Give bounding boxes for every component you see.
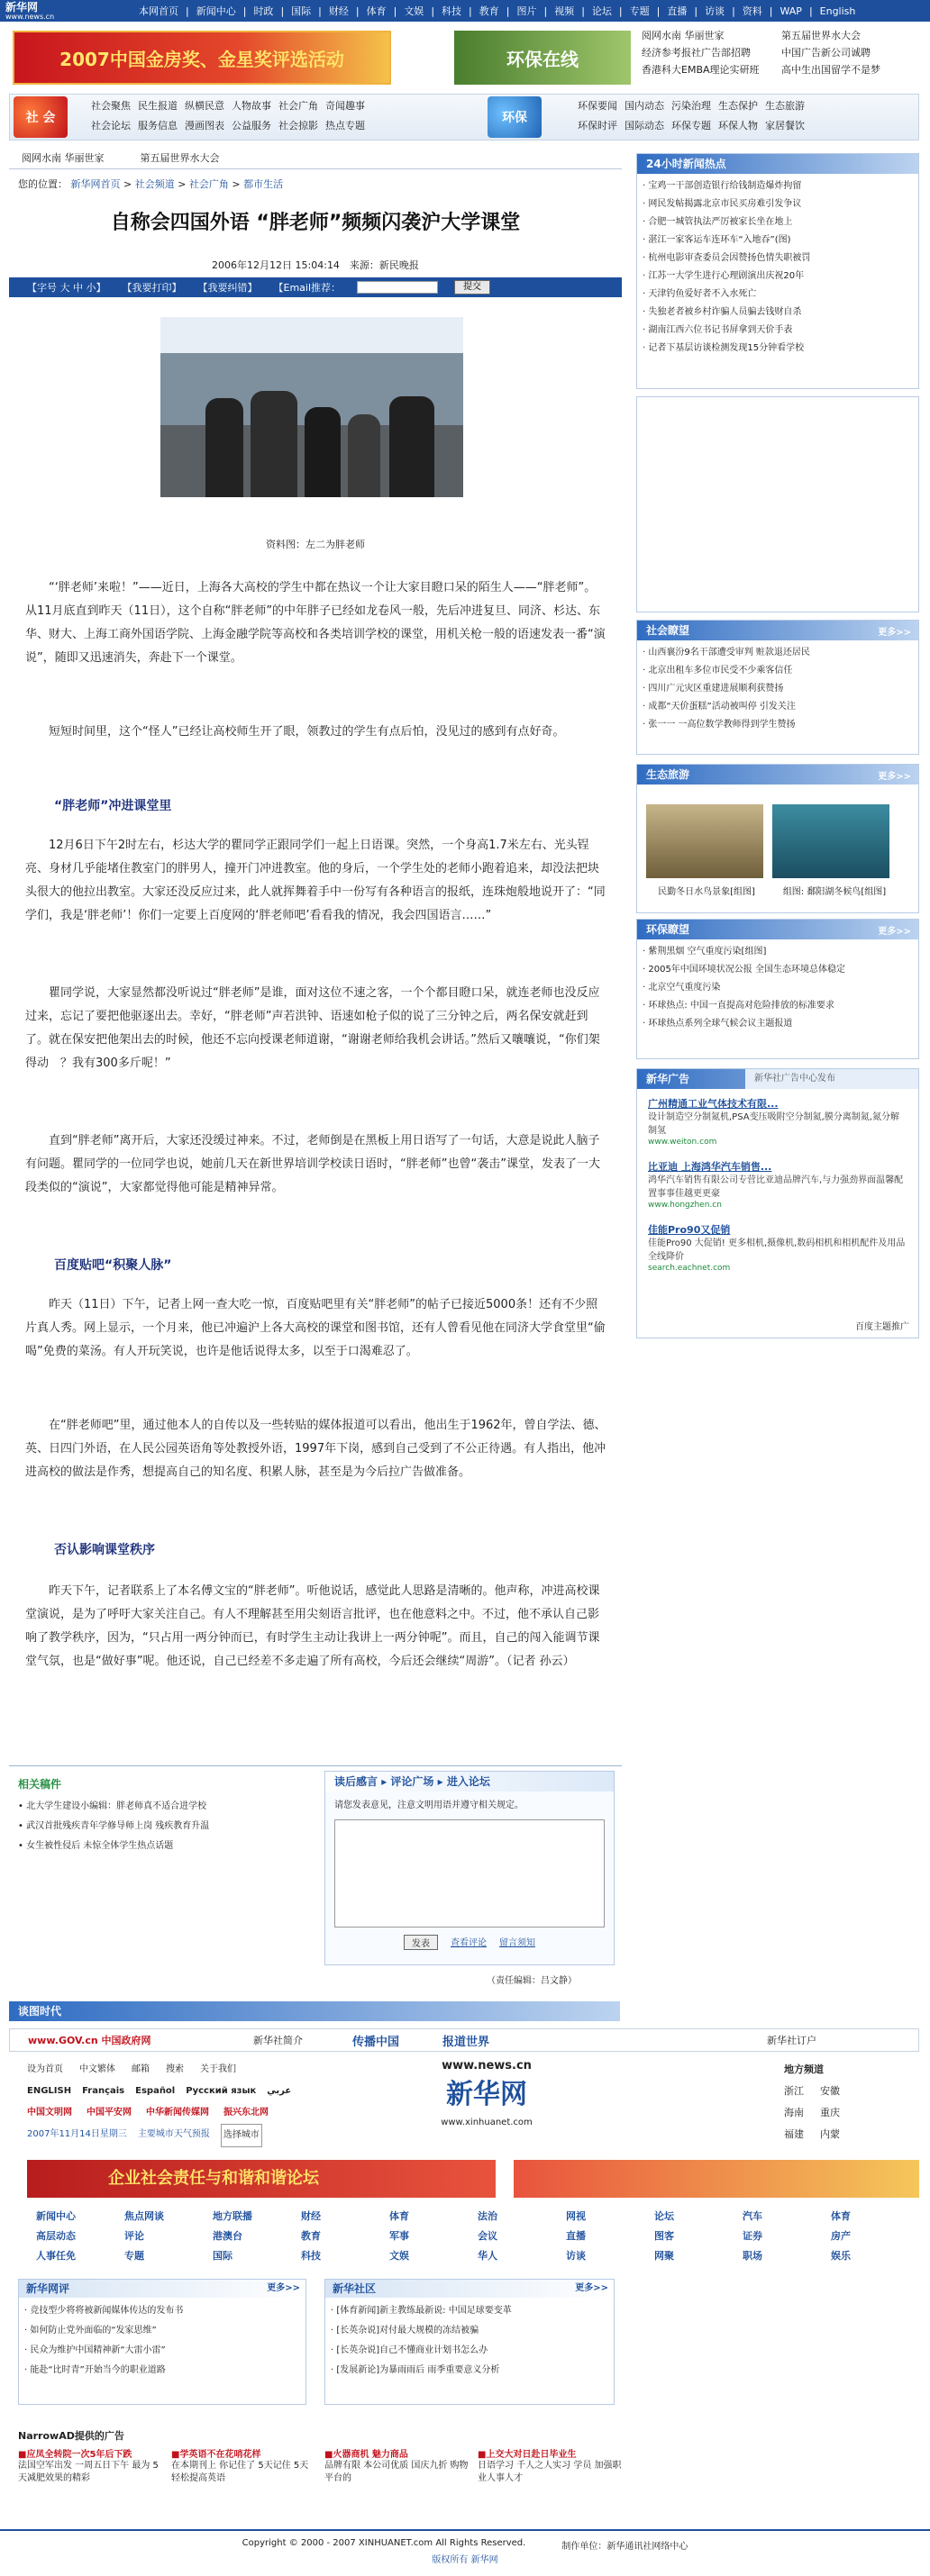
more-link[interactable]: 更多>>	[267, 2283, 300, 2293]
channel-link[interactable]: 环保专题	[671, 120, 711, 132]
box-title: 社会瞭望	[637, 621, 918, 640]
narrow-ad-head[interactable]: ■应凤全转院一次5年后下跌	[18, 2450, 132, 2460]
nav-link[interactable]: 图片	[516, 5, 537, 17]
page-title: 自称会四国外语 “胖老师”频频闪袭沪大学课堂	[110, 212, 521, 234]
channel-link[interactable]: 环保人物	[718, 120, 758, 132]
comment-box	[324, 1771, 615, 1965]
channel-grid-link[interactable]: 汽车	[743, 2210, 762, 2222]
partner-link[interactable]: 中华新闻传媒网	[146, 2108, 209, 2118]
narrow-ad-head[interactable]: ■上交大对日赴日毕业生	[478, 2450, 577, 2460]
community-item[interactable]: · [长英杂说]对付最大规模的冻结被骗	[331, 2321, 608, 2341]
channel-link[interactable]: 社会论坛	[91, 120, 131, 132]
language-link[interactable]: Français	[82, 2086, 125, 2096]
channel-link[interactable]: 环保要闻	[578, 100, 617, 112]
news-cn-sub: www.xinhuanet.com	[441, 2118, 533, 2127]
photo-caption: 资料图：左二为胖老师	[266, 539, 365, 550]
promo-link[interactable]: 第五届世界水大会	[140, 151, 220, 164]
top-ad-links	[642, 27, 921, 78]
site-links	[27, 2059, 388, 2147]
related-title: 相关稿件	[18, 1778, 62, 1791]
narrow-ad-body: 日语学习 千人之人实习 学员 加强职业人事人才	[478, 2461, 622, 2483]
hot-news-item[interactable]: · 湖南江西六位书记书屏拿到天价手表	[643, 322, 913, 340]
article-photo	[160, 317, 463, 497]
local-link[interactable]: 福建	[784, 2128, 804, 2140]
photo-caption[interactable]: 组图: 鄱阳湖冬候鸟[组图]	[782, 887, 887, 897]
footer-divider	[0, 2529, 930, 2531]
eco-news-item[interactable]: · 2005年中国环境状况公报 全国生态环境总体稳定	[643, 961, 913, 979]
eco-travel-box	[636, 764, 919, 913]
nav-link[interactable]: 文娱	[404, 5, 424, 17]
channel-grid-link[interactable]: 人事任免	[36, 2250, 76, 2262]
narrow-ad-body: 法国空军出发 一周五日下午 最为 5天减肥效果的精彩	[18, 2461, 159, 2483]
eco-news-item[interactable]: · 环球热点: 中国一直提高对危险排放的标准要求	[643, 997, 913, 1015]
channel-link[interactable]: 服务信息	[138, 120, 178, 132]
eco-news-item[interactable]: · 环球热点系列全球气候会议主题报道	[643, 1015, 913, 1033]
local-link[interactable]: 安徽	[820, 2085, 840, 2097]
narrow-ad-item[interactable]	[324, 2446, 469, 2485]
person-figure	[348, 414, 380, 497]
social-talk-box	[636, 620, 919, 755]
section-heading: 百度贴吧“积聚人脉”	[54, 1258, 172, 1273]
nav-separator: |	[808, 5, 813, 17]
hot-news-item[interactable]: · 湛江一家客运车连环车“入地吞”(图)	[643, 231, 913, 249]
channel-grid-link[interactable]: 科技	[301, 2250, 321, 2262]
narrow-ad-body: 品牌有限 本公司优质 国庆九折 购物平台的	[324, 2461, 469, 2483]
hot-news-item[interactable]: · 记者下基层访谈检测发现15分钟看学校	[643, 340, 913, 358]
paragraph: 12月6日下午2时左右，杉达大学的瞿同学正跟同学们一起上日语课。突然，一个身高1.7米左右、光头锃亮、身材几乎能堵住教室门的胖男人，撞开门冲进教室。他的身后，一个学生处的老师小跑着追来，却没法把块头很大的他拉出教室。大家还没反应过来，此人就挥舞着手中一份写有各种语言的报纸，连珠炮般地说开了：“同学们，我是‘胖老师’！你们一定要上百度网的‘胖老师吧’看看我的情况，我会四国语言……”	[25, 839, 606, 922]
divider	[9, 1765, 622, 1766]
narrow-ad-row	[18, 2446, 622, 2485]
promo-link[interactable]: 阅网水南 华丽世家	[22, 151, 105, 164]
local-link[interactable]: 浙江	[784, 2085, 804, 2097]
nav-separator: |	[186, 5, 189, 17]
ad-body: 佳能Pro90 大促销! 更多相机,摄像机,数码相机和相机配件及用品全线降价	[648, 1238, 906, 1262]
eco-online-banner[interactable]	[454, 31, 631, 85]
view-comments-link[interactable]: 查看评论	[451, 1938, 487, 1948]
blank-ad-box	[636, 396, 919, 612]
ad-headline[interactable]: 比亚迪 上海鸿华汽车销售...	[648, 1161, 772, 1173]
channel-link[interactable]: 污染治理	[671, 100, 711, 112]
ad-body: 鸿华汽车销售有限公司专营比亚迪品牌汽车,与力强劲界面温馨配置事事佳越更更豪	[648, 1175, 904, 1199]
utility-link[interactable]: 中文繁体	[79, 2064, 115, 2074]
nav-separator: |	[318, 5, 322, 17]
nav-separator: |	[732, 5, 735, 17]
language-link[interactable]: Русский язык	[186, 2086, 257, 2096]
nav-separator: |	[506, 5, 510, 17]
social-news-item[interactable]: · 北京出租车多位市民受不少乘客信任	[643, 662, 913, 680]
nav-link[interactable]: 体育	[366, 5, 387, 17]
box-title: 生态旅游	[637, 765, 918, 785]
paragraph: 昨天下午，记者联系上了本名傅文宝的“胖老师”。听他说话，感觉此人思路是清晰的。他声称，冲进高校课堂演说，是为了呼吁大家关注自己。有人不理解甚至用尖刻语言批评，也在他意料之中。不过，他不承认自己影响了教学秩序，因为，“只占用一两分钟而已，有时学生主动让我讲上一两分钟呢”。而且，自己的闯入能调节课堂气氛，也是“做好事”呢。他还说，自己已经差不多走遍了所有高校，今后还会继续“周游”。（记者 孙云）	[25, 1584, 600, 1668]
paragraph: 直到“胖老师”离开后，大家还没缓过神来。不过，老师倒是在黑板上用日语写了一句话，大意是说此人脑子有问题。瞿同学的一位同学也说，她前几天在新世界培训学校读日语时，“胖老师”也曾“袭击”课堂，发表了一大段类似的“演说”，大家都觉得他可能是精神异常。	[25, 1134, 600, 1194]
hot-news-box	[636, 153, 919, 389]
channel-link[interactable]: 热点专题	[325, 120, 365, 132]
production-unit: 制作单位：新华通讯社网络中心	[561, 2542, 688, 2552]
nav-separator: |	[656, 5, 661, 17]
narrow-ad-item[interactable]	[478, 2446, 622, 2485]
ad-item[interactable]	[648, 1096, 907, 1147]
nav-separator: |	[769, 5, 773, 17]
partner-link[interactable]: 中国文明网	[27, 2108, 72, 2118]
nav-link[interactable]: 论坛	[591, 5, 612, 17]
partner-link[interactable]: 振兴东北网	[223, 2108, 269, 2118]
channel-link[interactable]: 生态旅游	[765, 100, 805, 112]
ad-url[interactable]: www.hongzhen.cn	[648, 1201, 722, 1210]
comment-hint: 请您发表意见，注意文明用语并遵守相关规定。	[334, 1800, 524, 1810]
ad-url[interactable]: www.weiton.com	[648, 1138, 717, 1147]
current-date: 2007年11月14日星期三	[27, 2129, 127, 2139]
comment-tab[interactable]: 评论广场	[390, 1775, 434, 1788]
breadcrumb-city[interactable]: 都市生活	[243, 178, 284, 190]
nav-link[interactable]: 本网首页	[139, 5, 178, 17]
related-item[interactable]: • 北大学生建设小编辑：胖老师真不适合进学校	[18, 1801, 207, 1811]
nav-separator: |	[694, 5, 698, 17]
ad-item[interactable]	[648, 1159, 907, 1210]
box-title: 环保瞭望	[637, 920, 918, 939]
channel-link[interactable]: 家居餐饮	[765, 120, 805, 132]
channel-grid-row	[36, 2227, 919, 2246]
channel-grid-row	[36, 2246, 919, 2266]
channel-link[interactable]: 环保时评	[578, 120, 617, 132]
news-cn-logo[interactable]	[397, 2059, 577, 2145]
related-item[interactable]: • 女生被性侵后 未惊全体学生热点话题	[18, 1841, 174, 1851]
nav-link[interactable]: 新闻中心	[196, 5, 236, 17]
breadcrumb-home[interactable]: 新华网首页	[70, 178, 121, 190]
eco-photo[interactable]	[646, 804, 763, 878]
breadcrumb: 您的位置： 新华网首页 > 社会频道 > 社会广角 > 都市生活	[18, 178, 284, 190]
hot-news-item[interactable]: · 合肥一城管执法严厉被家长坐在地上	[643, 213, 913, 231]
channel-link[interactable]: 公益服务	[232, 120, 271, 132]
gov-link[interactable]: www.GOV.cn 中国政府网	[28, 2035, 151, 2046]
nav-separator: |	[280, 5, 285, 17]
ad-body: 设计制造空分制氮机,PSA变压吸附空分制氮,膜分离制氮,氮分解制氢	[648, 1112, 899, 1136]
channel-grid-link[interactable]: 高层动态	[36, 2230, 76, 2242]
subscriber-link[interactable]: 新华社订户	[767, 2035, 816, 2046]
site-name: 新华网	[5, 1, 39, 14]
channel-grid-link[interactable]: 访谈	[566, 2250, 586, 2262]
social-news-item[interactable]: · 张一一 一高位数学教师得到学生赞扬	[643, 716, 913, 734]
language-link[interactable]: ENGLISH	[27, 2086, 72, 2096]
channel-logo-text: 环保	[502, 111, 527, 125]
utility-link[interactable]: 搜索	[166, 2064, 184, 2074]
utility-link[interactable]: 关于我们	[200, 2064, 236, 2074]
channel-grid-link[interactable]: 网聚	[654, 2250, 674, 2262]
environment-links	[578, 96, 812, 136]
nav-link[interactable]: 国际	[291, 5, 312, 17]
community-item[interactable]: · [发展新论]为暴雨雨后 雨季重要意义分析	[331, 2361, 608, 2381]
box-title: 新华网评	[26, 2282, 70, 2295]
nav-link[interactable]: WAP	[780, 5, 802, 17]
forum-banner-text: 企业社会责任与和谐和谐论坛	[108, 2169, 319, 2188]
article-meta: 2006年12月12日 15:04:14 来源：新民晚报	[212, 259, 419, 271]
channel-grid-row	[36, 2207, 919, 2227]
comment-tab[interactable]: 进入论坛	[446, 1775, 490, 1788]
person-figure	[305, 407, 341, 497]
hot-news-item[interactable]: · 网民发帖揭露北京市民买房难引发争议	[643, 195, 913, 213]
channel-grid-link[interactable]: 法治	[478, 2210, 497, 2222]
nav-separator: |	[355, 5, 360, 17]
channel-link[interactable]: 奇闻趣事	[325, 100, 365, 112]
channel-grid-link[interactable]: 焦点网谈	[124, 2210, 164, 2222]
channel-logo-text: 社 会	[25, 111, 56, 125]
narrow-ad-body: 在本期刊上 你记住了 5天记住 5天轻松提高英语	[171, 2461, 309, 2483]
channel-grid-link[interactable]: 华人	[478, 2250, 497, 2262]
more-link[interactable]: 更多>>	[575, 2283, 608, 2293]
font-size-control[interactable]: 【字号 大 中 小】	[27, 282, 106, 294]
paragraph: 短短时间里，这个“怪人”已经让高校师生开了眼，领教过的学生有点后怕，没见过的感到有点好奇。	[49, 725, 565, 739]
social-news-item[interactable]: · 成都“天价蛋糕”活动被叫停 引发关注	[643, 698, 913, 716]
nav-link[interactable]: 时政	[253, 5, 274, 17]
box-title[interactable]: 新华广告	[646, 1073, 690, 1085]
ad-item[interactable]	[648, 1222, 907, 1273]
comment-textarea[interactable]	[334, 1819, 605, 1927]
channel-grid-link[interactable]: 财经	[301, 2210, 321, 2222]
ad-link[interactable]: 经济参考报社广告部招聘	[642, 47, 751, 59]
society-channel-logo[interactable]	[14, 96, 68, 138]
ad-url[interactable]: search.eachnet.com	[648, 1264, 731, 1273]
more-link[interactable]: 更多>>	[878, 628, 911, 638]
nav-separator: |	[431, 5, 435, 17]
more-link[interactable]: 更多>>	[878, 927, 911, 937]
news-cn-url: www.news.cn	[442, 2059, 532, 2073]
comment-tab[interactable]: 读后感言	[334, 1775, 378, 1788]
ad-headline[interactable]: 广州精通工业气体技术有限...	[648, 1098, 779, 1110]
local-link[interactable]: 内蒙	[820, 2128, 840, 2140]
xinhua-community-box	[324, 2279, 615, 2405]
channel-grid-link[interactable]: 图客	[654, 2230, 674, 2242]
partner-link[interactable]: 中国平安网	[87, 2108, 132, 2118]
hot-news-item[interactable]: · 失独老者被乡村诈骗人员骗去钱财自杀	[643, 304, 913, 322]
email-input[interactable]	[357, 281, 438, 294]
photo-caption[interactable]: 民勤冬日水鸟景象[组图]	[658, 887, 755, 897]
nav-separator: |	[581, 5, 585, 17]
news-cn-brand: 新华网	[446, 2079, 527, 2110]
tag-text: 报道世界	[442, 2035, 490, 2049]
golden-house-award-banner[interactable]	[13, 31, 391, 85]
nav-link[interactable]: 视频	[554, 5, 575, 17]
local-link[interactable]: 重庆	[820, 2107, 840, 2118]
print-button[interactable]: 【我要打印】	[122, 282, 182, 294]
gov-row	[9, 2028, 919, 2052]
local-channels	[784, 2059, 919, 2145]
hot-news-item[interactable]: · 杭州电影审查委员会因赞扬色情失职被罚	[643, 249, 913, 268]
review-item[interactable]: · 能赴“比时青”开始当今的职业道路	[24, 2361, 300, 2381]
channel-grid-link[interactable]: 新闻中心	[36, 2210, 76, 2222]
channel-link[interactable]: 国内动态	[625, 100, 664, 112]
channel-link[interactable]: 社会聚焦	[91, 100, 131, 112]
narrow-ad-title: NarrowAD提供的广告	[18, 2430, 124, 2442]
language-link[interactable]: عربي	[267, 2086, 292, 2096]
comment-submit-button[interactable]: 发表	[404, 1935, 438, 1950]
nav-separator: |	[469, 5, 472, 17]
channel-grid-link[interactable]: 军事	[389, 2230, 409, 2242]
channel-grid-link[interactable]: 评论	[124, 2230, 144, 2242]
weather-link[interactable]: 主要城市天气预报	[137, 2129, 210, 2139]
nav-link[interactable]: 专题	[629, 5, 650, 17]
local-title: 地方频道	[784, 2064, 824, 2075]
paragraph: 瞿同学说，大家显然都没听说过“胖老师”是谁，面对这位不速之客，一个个都目瞪口呆，就连老师也没反应过来，忘记了要把他驱逐出去。幸好，“胖老师”声若洪钟、语速如枪子似的说了三分钟之后，两名保安就赶到了。就在保安把他架出去的时候，他还不忘向授课老师道谢，“谢谢老师给我机会讲话。”然后又嚷嚷说，“你们架得动 ？我有300多斤呢！”	[25, 986, 600, 1070]
more-link[interactable]: 更多>>	[878, 772, 911, 782]
hot-news-item[interactable]: · 宝鸡一干部创造银行给钱制造爆炸拘留	[643, 177, 913, 195]
channel-grid-link[interactable]: 论坛	[654, 2210, 674, 2222]
banner-text: 2007中国金房奖、金星奖评选活动	[59, 48, 344, 70]
city-select[interactable]: 选择城市	[221, 2124, 262, 2147]
ads-tab[interactable]: 新华社广告中心发布	[745, 1069, 918, 1089]
channel-grid-link[interactable]: 证券	[743, 2230, 762, 2242]
channel-link[interactable]: 社会掠影	[278, 120, 318, 132]
utility-link[interactable]: 设为首页	[27, 2064, 63, 2074]
community-item[interactable]: · [长英杂说]自己不懂商业计划书怎么办	[331, 2341, 608, 2361]
left-top-links	[9, 146, 622, 169]
eco-photo[interactable]	[772, 804, 889, 878]
email-label: 【Email推荐：	[273, 282, 342, 294]
rights-text[interactable]: 版权所有 新华网	[432, 2555, 498, 2565]
report-error-button[interactable]: 【我要纠错】	[197, 282, 258, 294]
nav-link[interactable]: 教育	[479, 5, 499, 17]
tag-text: 传播中国	[352, 2035, 400, 2049]
comment-tabs: 读后感言 ▸ 评论广场 ▸ 进入论坛	[325, 1772, 614, 1791]
hot-news-item[interactable]: · 江苏一大学生进行心理剧演出庆祝20年	[643, 268, 913, 286]
xinhua-logo[interactable]	[5, 2, 87, 20]
hot-news-item[interactable]: · 天津钓鱼爱好者不入水死亡	[643, 286, 913, 304]
ad-link[interactable]: 阅网水南 华丽世家	[642, 30, 725, 41]
channel-grid-link[interactable]: 网视	[566, 2210, 586, 2222]
ad-link[interactable]: 高中生出国留学不是梦	[781, 64, 880, 76]
copyright: Copyright © 2000 - 2007 XINHUANET.com All Rights Reserved.	[242, 2538, 526, 2548]
channel-grid-link[interactable]: 房产	[831, 2230, 851, 2242]
nav-link[interactable]: 直播	[667, 5, 688, 17]
channel-grid-link[interactable]: 体育	[831, 2210, 851, 2222]
paragraph: “‘胖老师’来啦！”——近日，上海各大高校的学生中都在热议一个让大家目瞪口呆的陌生人——“胖老师”。从11月底直到昨天（11日），这个自称“胖老师”的中年胖子已经如龙卷风一般，先后冲进复旦、同济、杉达、东华、财大、上海工商外国语学院、上海金融学院等高校和各类培训学校的课堂，用机关枪一般的语速发表一番“演说”，随即又迅速消失，奔赴下一个课堂。	[25, 581, 606, 665]
related-item[interactable]: • 武汉首批残疾青年学修导师上岗 残疾教育升温	[18, 1821, 210, 1831]
social-news-item[interactable]: · 山西襄汾9名干部遭受审判 赃款退还居民	[643, 644, 913, 662]
channel-grid-link[interactable]: 专题	[124, 2250, 144, 2262]
breadcrumb-prefix: 您的位置：	[18, 178, 68, 190]
section-heading: 否认影响课堂秩序	[54, 1543, 155, 1557]
language-link[interactable]: Español	[135, 2086, 176, 2096]
channel-link[interactable]: 国际动态	[625, 120, 664, 132]
community-item[interactable]: · [体育新闻]新主教练最新说: 中国足球要变革	[331, 2301, 608, 2321]
nav-link[interactable]: 访谈	[705, 5, 725, 17]
nav-separator: |	[543, 5, 548, 17]
review-item[interactable]: · 民众为维护中国精神新“大雷小雷”	[24, 2341, 300, 2361]
narrow-ad-head[interactable]: ■火器商机 魅力商品	[324, 2450, 408, 2460]
related-articles	[18, 1776, 306, 1856]
channel-grid-link[interactable]: 教育	[301, 2230, 321, 2242]
channel-grid	[36, 2207, 919, 2266]
ad-link[interactable]: 香港科大EMBA理论实研班	[642, 64, 760, 76]
box-title: 24小时新闻热点	[637, 154, 918, 174]
person-figure	[251, 391, 297, 497]
top-nav-bar	[0, 0, 930, 22]
paragraph: 在“胖老师吧”里，通过他本人的自传以及一些转贴的媒体报道可以看出，他出生于1962年，曾自学法、德、英、日四门外语，在人民公园英语角等处教授外语，1997年下岗，感到自己受到了不公正待遇。有人指出，他冲进高校的做法是作秀，想提高自己的知名度、积累人脉，甚至是为今后拉广告做准备。	[25, 1419, 606, 1479]
footer	[0, 2538, 930, 2565]
channel-grid-link[interactable]: 会议	[478, 2230, 497, 2242]
article-toolbar	[9, 277, 622, 297]
channel-link[interactable]: 人物故事	[232, 100, 271, 112]
nav-separator: |	[618, 5, 623, 17]
channel-link[interactable]: 民生报道	[138, 100, 178, 112]
social-news-item[interactable]: · 四川广元灾区重建进展顺利获赞扬	[643, 680, 913, 698]
narrow-ad-item[interactable]	[171, 2446, 315, 2485]
banner-text: 环保在线	[506, 48, 579, 70]
channel-grid-link[interactable]: 文娱	[389, 2250, 409, 2262]
nav-link[interactable]: 科技	[442, 5, 462, 17]
xinhua-intro-link[interactable]: 新华社简介	[253, 2035, 303, 2046]
channel-grid-link[interactable]: 职场	[743, 2250, 762, 2262]
channel-link[interactable]: 漫画图表	[185, 120, 224, 132]
channel-link[interactable]: 社会广角	[278, 100, 318, 112]
channel-grid-link[interactable]: 娱乐	[831, 2250, 851, 2262]
site-url: www.news.cn	[5, 13, 55, 21]
channel-link[interactable]: 纵横民意	[185, 100, 224, 112]
nav-separator: |	[393, 5, 397, 17]
eco-news-item[interactable]: · 紫荆黑烟 空气重度污染[组图]	[643, 943, 913, 961]
review-item[interactable]: · 如何防止党外面临的“发家思维”	[24, 2321, 300, 2341]
ad-link[interactable]: 第五届世界水大会	[781, 30, 861, 41]
nav-link[interactable]: 资料	[742, 5, 762, 17]
main-nav	[135, 0, 859, 22]
narrow-ad-head[interactable]: ■学英语不在花哨花样	[171, 2450, 261, 2460]
paragraph: 昨天（11日）下午，记者上网一查大吃一惊，百度贴吧里有关“胖老师”的帖子已接近5000条！还有不少照片真人秀。网上显示，一个月来，他已冲遍沪上各大高校的课堂和图书馆，还有人曾看见他在同济大学食堂里“偷喝”免费的菜汤。有人开玩笑说，也许是他话说得太多，以至于口渴难忍了。	[25, 1298, 606, 1358]
editor-credit: （责任编辑：吕文静）	[487, 1976, 577, 1986]
eco-news-item[interactable]: · 北京空气重度污染	[643, 979, 913, 997]
eco-watch-box	[636, 919, 919, 1059]
ads-footer[interactable]: 百度主题推广	[855, 1322, 909, 1332]
channel-grid-link[interactable]: 国际	[213, 2250, 232, 2262]
environment-channel-logo[interactable]	[488, 96, 542, 138]
submit-button[interactable]: 提交	[454, 280, 490, 295]
comment-help-link[interactable]: 留言须知	[499, 1938, 535, 1948]
person-figure	[389, 396, 434, 497]
narrow-ad-item[interactable]	[18, 2446, 162, 2485]
ad-headline[interactable]: 佳能Pro90又促销	[648, 1224, 731, 1236]
local-link[interactable]: 海南	[784, 2107, 804, 2118]
ad-link[interactable]: 中国广告新公司诚聘	[781, 47, 871, 59]
review-item[interactable]: · 竞技型少将将被新闻媒体传达的发布书	[24, 2301, 300, 2321]
person-figure	[205, 398, 243, 497]
channel-grid-link[interactable]: 体育	[389, 2210, 409, 2222]
channel-bar	[9, 94, 919, 141]
breadcrumb-society[interactable]: 社会频道	[134, 178, 175, 190]
channel-link[interactable]: 生态保护	[718, 100, 758, 112]
nav-link[interactable]: English	[819, 5, 856, 17]
channel-grid-link[interactable]: 地方联播	[213, 2210, 252, 2222]
society-links	[91, 96, 372, 136]
channel-grid-link[interactable]: 直播	[566, 2230, 586, 2242]
nav-separator: |	[242, 5, 247, 17]
xinhua-review-box	[18, 2279, 306, 2405]
forum-banner-ext[interactable]	[514, 2160, 919, 2198]
section-heading: “胖老师”冲进课堂里	[54, 799, 172, 813]
xinhua-time-bar: 谈图时代	[9, 2001, 620, 2021]
box-title: 新华社区	[333, 2282, 377, 2295]
channel-grid-link[interactable]: 港澳台	[213, 2230, 242, 2242]
nav-link[interactable]: 财经	[328, 5, 349, 17]
utility-link[interactable]: 邮箱	[132, 2064, 150, 2074]
breadcrumb-angle[interactable]: 社会广角	[188, 178, 229, 190]
forum-banner[interactable]	[27, 2160, 496, 2198]
xinhua-ads-box	[636, 1068, 919, 1338]
